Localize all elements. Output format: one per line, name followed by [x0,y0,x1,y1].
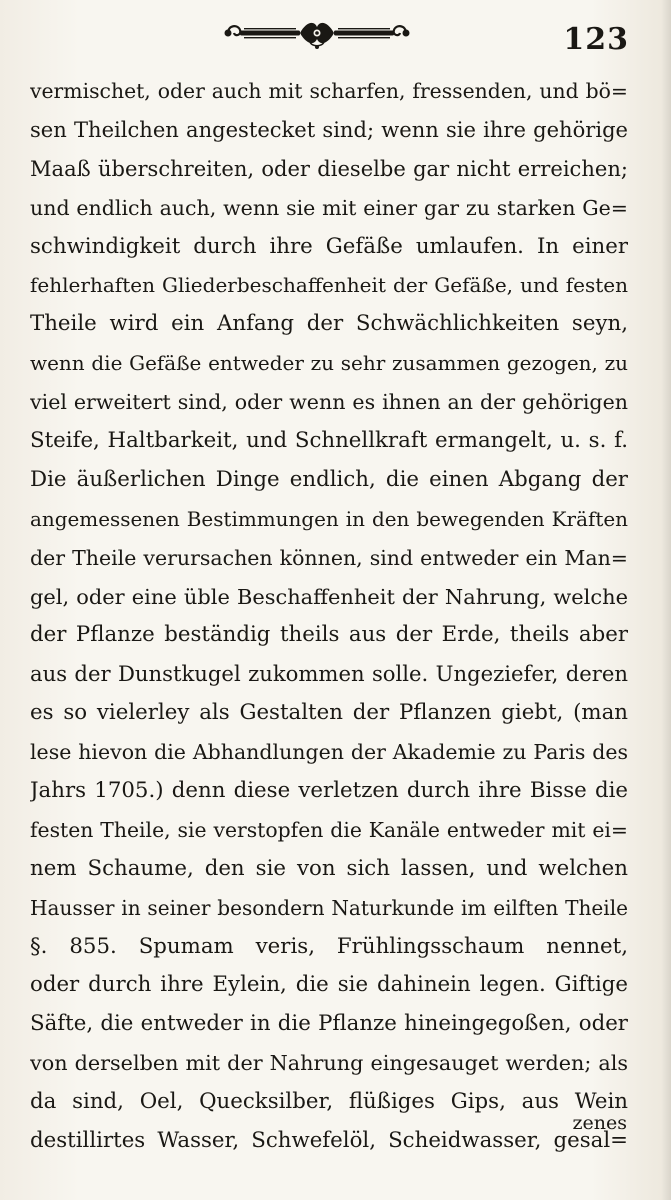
text-line: §. 855. Spumam veris, Frühlingsschaum nennet, [30,933,628,959]
page-edge-shadow [661,0,671,1200]
page-number: 123 [563,22,629,57]
text-line: da sind, Oel, Quecksilber, flüßiges Gips, aus Wein [30,1089,628,1115]
text-line: schwindigkeit durch ihre Gefäße umlaufen. In einer [30,233,628,259]
text-line: nem Schaume, den sie von sich lassen, und welchen [30,855,628,881]
catchword: zenes [572,1112,627,1134]
page-header [0,14,671,57]
text-line: aus der Dunstkugel zukommen solle. Ungeziefer, deren [30,661,628,687]
text-line: der Pflanze beständig theils aus der Erde, theils aber [30,622,628,648]
text-line: festen Theile, sie verstopfen die Kanäle entweder mit ei= [30,817,628,842]
text-line: der Theile verursachen können, sind entweder ein Man= [30,545,628,570]
text-line: Hausser in seiner besondern Naturkunde im eilften Theile [30,895,628,920]
text-line: von derselben mit der Nahrung eingesauget werden; als [30,1051,628,1076]
text-line: oder durch ihre Eylein, die sie dahinein legen. Giftige [30,972,628,998]
text-line: Die äußerlichen Dinge endlich, die einen Abgang der [30,466,628,492]
text-line: Theile wird ein Anfang der Schwächlichkeiten seyn, [30,311,628,337]
text-line: lese hievon die Abhandlungen der Akademie zu Paris des [30,740,628,765]
text-line: Jahrs 1705.) denn diese verletzen durch ihre Bisse die [30,778,628,804]
text-line: es so vielerley als Gestalten der Pflanzen giebt, (man [30,700,628,726]
text-line: destillirtes Wasser, Schwefelöl, Scheidwasser, gesal= [30,1128,628,1154]
text-line: angemessenen Bestimmungen in den bewegenden Kräften [30,506,628,531]
text-line: Säfte, die entweder in die Pflanze hineingegoßen, oder [30,1011,628,1037]
text-line: viel erweitert sind, oder wenn es ihnen an der gehörigen [30,390,628,415]
text-line: wenn die Gefäße entweder zu sehr zusammen gezogen, zu [30,351,628,376]
ornament-icon [222,16,412,50]
text-line: Steife, Haltbarkeit, und Schnellkraft ermangelt, u. s. f. [30,428,628,454]
text-line: fehlerhaften Gliederbeschaffenheit der Gefäße, und festen [30,273,628,298]
text-line: gel, oder eine üble Beschaffenheit der Nahrung, welche [30,584,628,609]
text-line: vermischet, oder auch mit scharfen, fressenden, und bö= [30,79,628,103]
body-text [30,72,628,1161]
text-line: und endlich auch, wenn sie mit einer gar zu starken Ge= [30,195,628,220]
text-line: sen Theilchen angestecket sind; wenn sie ihre gehörige [30,116,628,142]
text-line: Maaß überschreiten, oder dieselbe gar nicht erreichen; [30,155,628,181]
